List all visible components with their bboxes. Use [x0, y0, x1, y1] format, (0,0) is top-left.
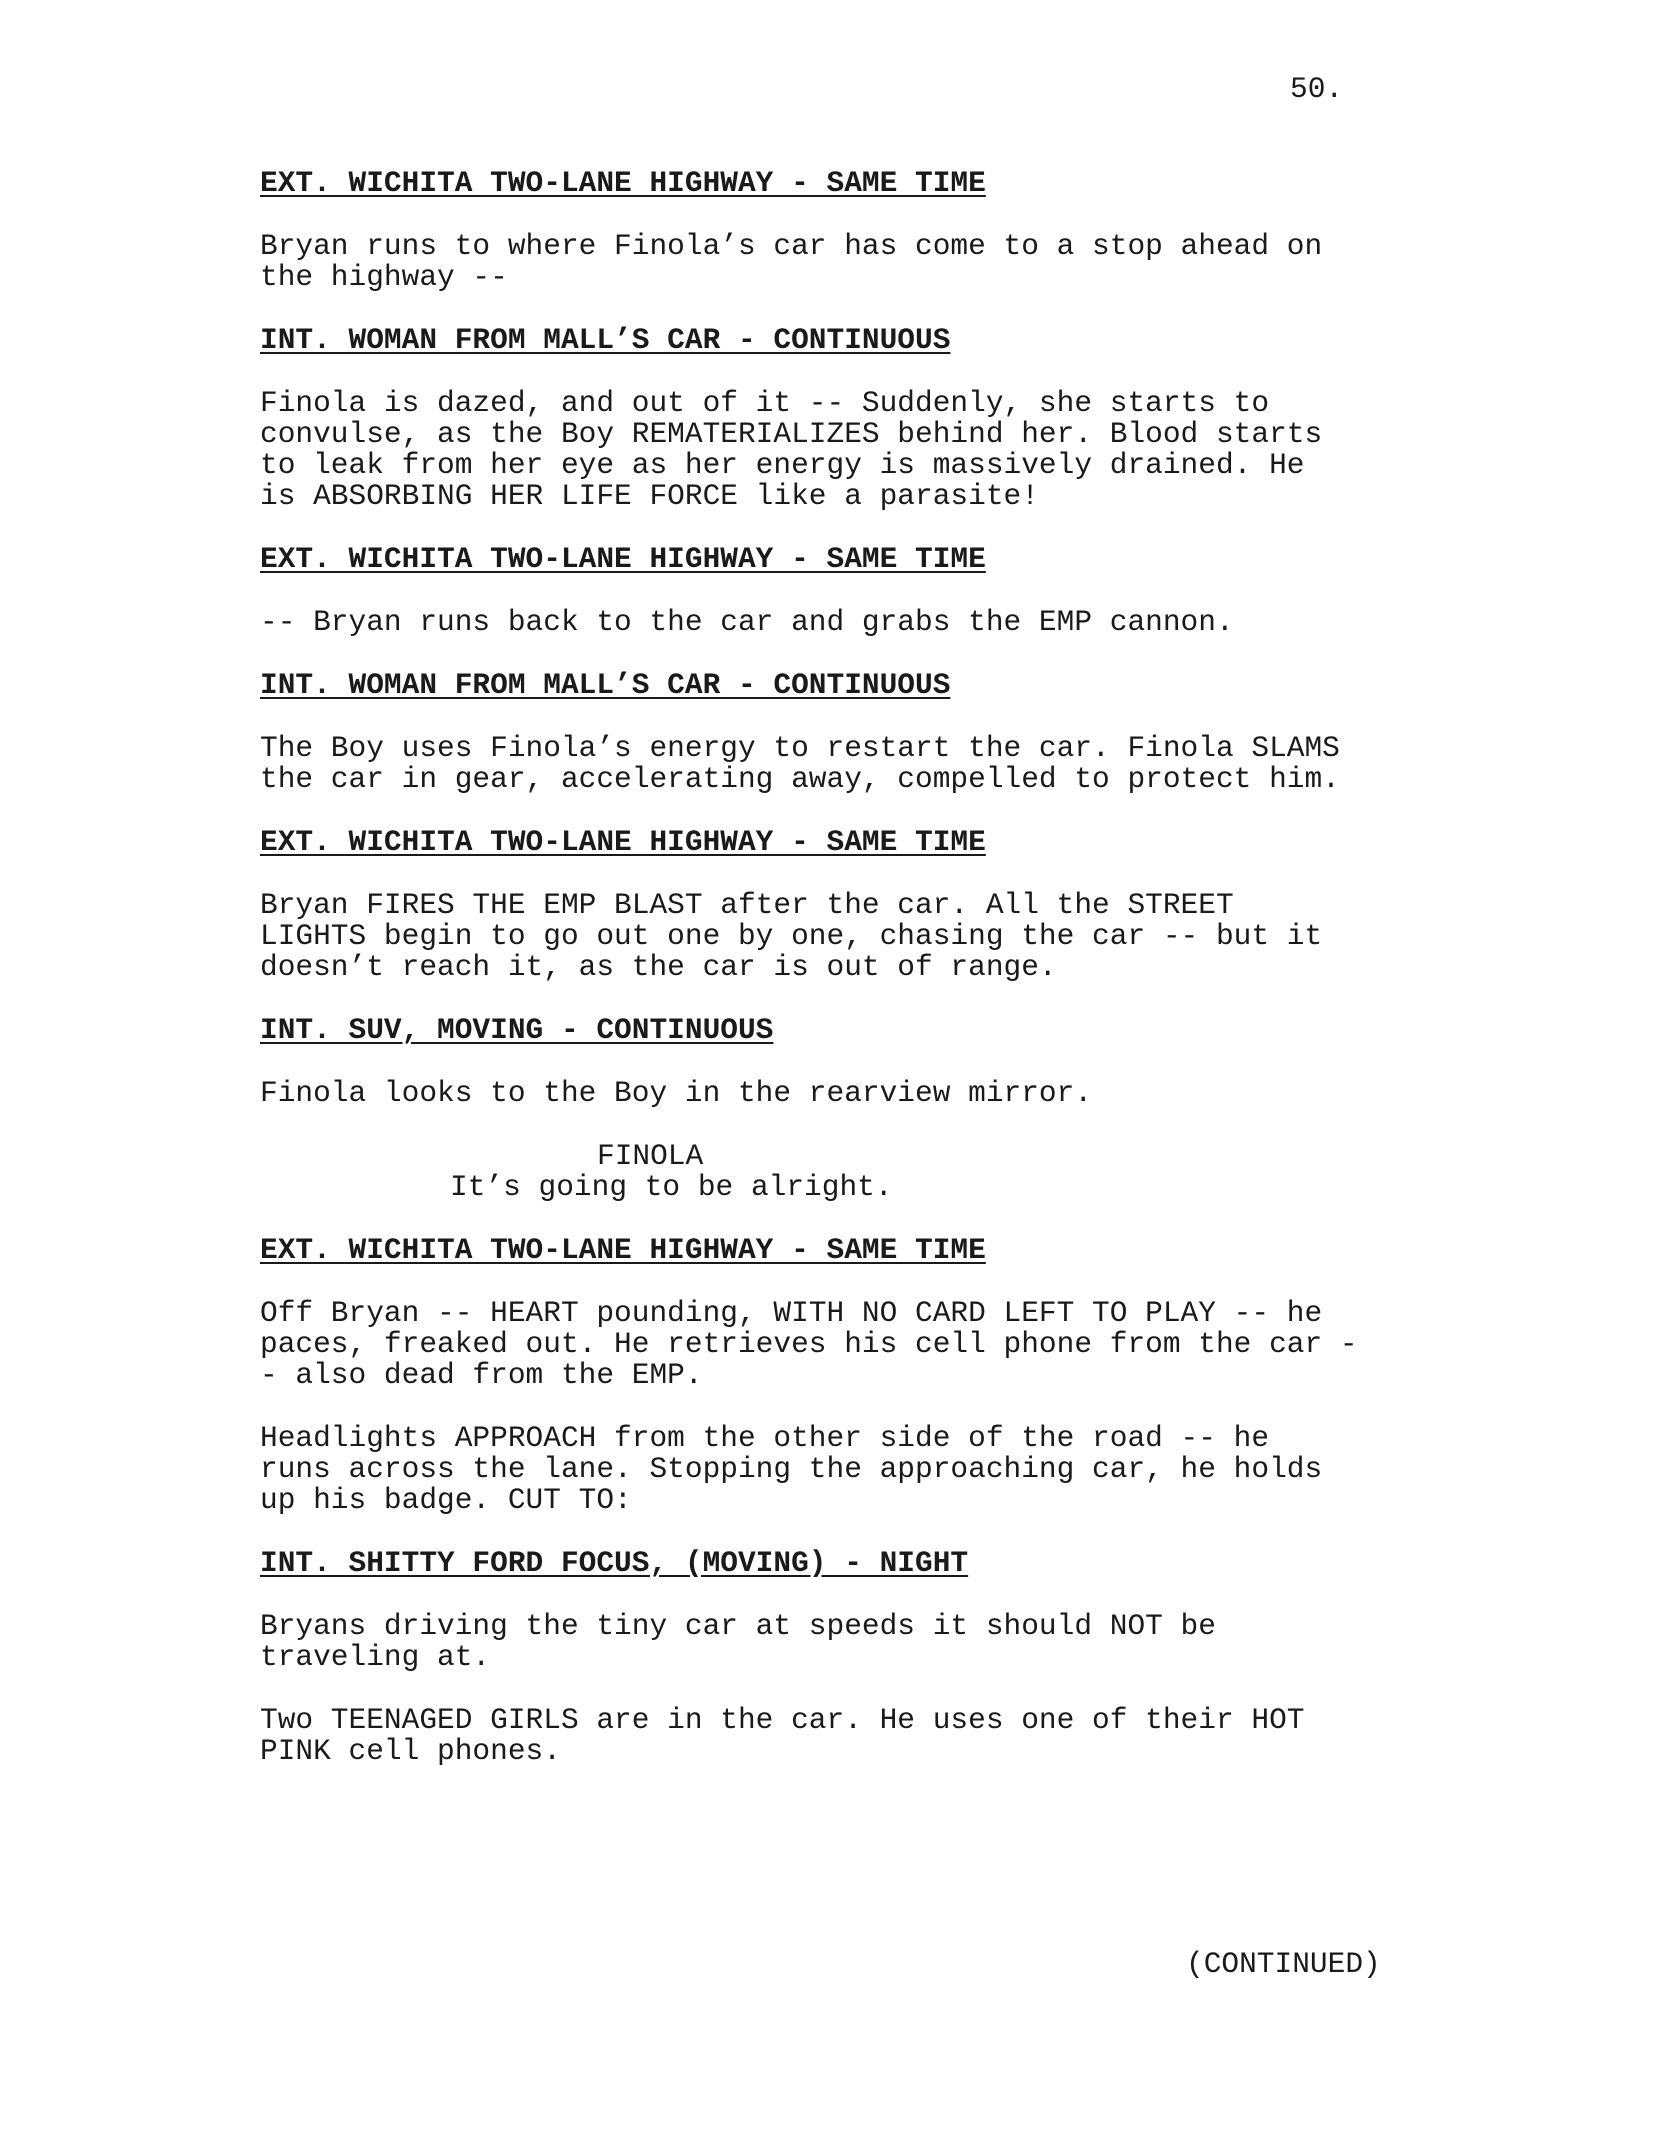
- action-text: The Boy uses Finola’s energy to restart the car. Finola SLAMS the car in gear, accelerating away, compelled to protect him.: [260, 731, 1340, 796]
- action-text: Off Bryan -- HEART pounding, WITH NO CARD LEFT TO PLAY -- he paces, freaked out. He retrieves his cell phone from the car - - also dead from the EMP.: [260, 1296, 1358, 1392]
- action-text: Bryans driving the tiny car at speeds it should NOT be traveling at.: [260, 1609, 1216, 1674]
- scene-heading: EXT. WICHITA TWO-LANE HIGHWAY - SAME TIME: [260, 825, 986, 859]
- scene-heading: INT. SHITTY FORD FOCUS, (MOVING) - NIGHT: [260, 1546, 969, 1580]
- scene-heading: EXT. WICHITA TWO-LANE HIGHWAY - SAME TIME: [260, 166, 986, 200]
- page-number: 50.: [1290, 72, 1344, 106]
- action-text: Two TEENAGED GIRLS are in the car. He uses one of their HOT PINK cell phones.: [260, 1703, 1305, 1768]
- action-text: Bryan FIRES THE EMP BLAST after the car. All the STREET LIGHTS begin to go out one by one, chasing the car -- but it doesn’t reach it, as the car is out of range.: [260, 888, 1323, 984]
- action-text: -- Bryan runs back to the car and grabs the EMP cannon.: [260, 605, 1234, 639]
- dialogue-line: It’s going to be alright.: [450, 1170, 893, 1204]
- action-text: Headlights APPROACH from the other side of the road -- he runs across the lane. Stopping the approaching car, he holds up his badge. CUT TO:: [260, 1421, 1323, 1517]
- continued-marker: (CONTINUED): [1186, 1947, 1381, 1981]
- action-text: Finola looks to the Boy in the rearview mirror.: [260, 1076, 1093, 1110]
- scene-heading: INT. WOMAN FROM MALL’S CAR - CONTINUOUS: [260, 323, 951, 357]
- scene-heading: INT. SUV, MOVING - CONTINUOUS: [260, 1013, 774, 1047]
- scene-heading: INT. WOMAN FROM MALL’S CAR - CONTINUOUS: [260, 668, 951, 702]
- action-text: Bryan runs to where Finola’s car has come to a stop ahead on the highway --: [260, 229, 1323, 294]
- script-body: [260, 168, 1420, 1799]
- scene-heading: EXT. WICHITA TWO-LANE HIGHWAY - SAME TIME: [260, 1233, 986, 1267]
- scene-heading: EXT. WICHITA TWO-LANE HIGHWAY - SAME TIME: [260, 542, 986, 576]
- character-name: FINOLA: [597, 1139, 704, 1173]
- action-text: Finola is dazed, and out of it -- Suddenly, she starts to convulse, as the Boy REMATERIALIZES behind her. Blood starts to leak from her eye as her energy is massively drained. He is ABSORBING HER LIFE FORCE like a parasite!: [260, 386, 1323, 513]
